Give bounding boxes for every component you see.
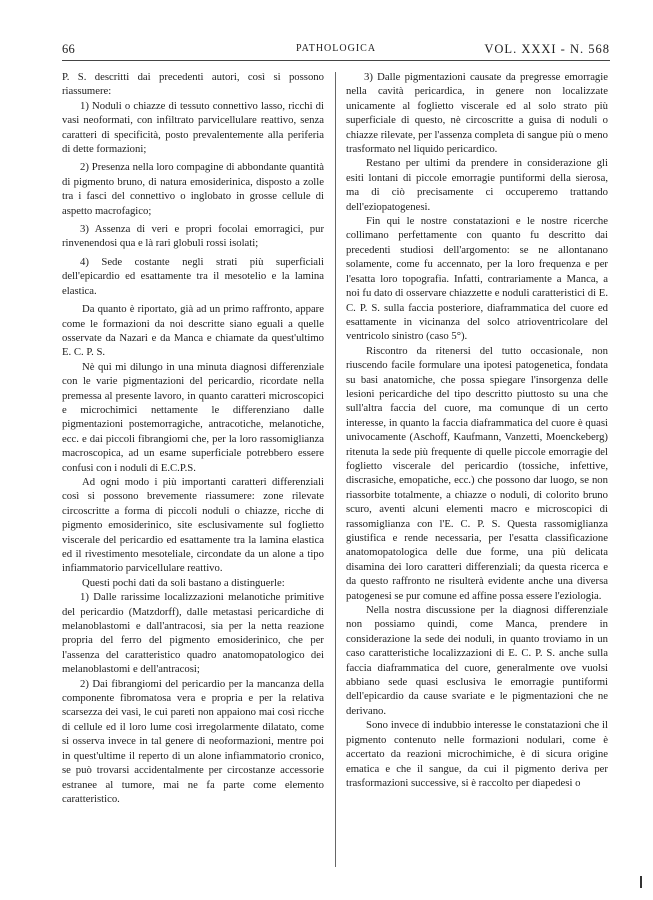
left-column [62, 70, 324, 870]
paragraph: Fin qui le nostre constatazioni e le nostre ricerche collimano perfettamente con quanto fu descritto dai precedenti studiosi dell'argomento: se ne allontanano solamente, come fu accennato, per la loro frequenza e per l'esatta loro topografia. Infatti, contrariamente a Manca, a noi fu dato di osservare chiazzette e noduli caratteristici di E. C. P. S. sulla faccia posteriore, diaframmatica del cuore ed esattamente in vicinanza del solco atrioventricolare del ventricolo sinistro (caso 5°). [346, 215, 608, 343]
list-item: 1) Dalle rarissime localizzazioni melanotiche primitive del pericardio (Matzdorff), dalle metastasi pericardiche di melanoblastomi e dall'antracosi, sia per la netta reazione propria del ferro del pigmento emosiderinico, che per l'assenza del caratteristico quadro anatomopatologico dei melanoblastomi e dell'antracosi; [62, 591, 324, 676]
list-item: 2) Dai fibrangiomi del pericardio per la mancanza della componente fibromatosa vera e propria e per la relativa scarsezza dei vasi, le cui pareti non appaiono mai così ricche di cellule ed il loro lume così irregolarmente dilatato, come si osserva invece in tal genere di neoformazioni, mentre poi in quest'ultime il reperto di un alone infiammatorio cronico, se può trovarsi accidentalmente per circostanze accessorie estranee al tumore, mai ne fa parte come elemento caratteristico. [62, 677, 324, 805]
list-item: 3) Assenza di veri e propri focolai emorragici, pur rinvenendosi qua e là rari globuli rossi isolati; [62, 223, 324, 250]
paragraph: Restano per ultimi da prendere in considerazione gli esiti lontani di piccole emorragie puntiformi della sierosa, ma di ciò precisamente ci occuperemo trattando dell'eziopatogenesi. [346, 157, 608, 213]
list-item: 1) Noduli o chiazze di tessuto connettivo lasso, ricchi di vasi neoformati, con infiltrato parvicellulare reattivo, senza caratteri di specificità, posto prevalentemente alla periferia di dette formazioni; [62, 99, 324, 156]
paragraph: Nè qui mi dilungo in una minuta diagnosi differenziale con le varie pigmentazioni del pericardio, ricordate nella premessa al presente lavoro, in quanto caratteri microscopici e microchimici nettamente le differenziano dalle pigmentazioni postemorragiche, antracotiche, melanotiche, ecc. e dai piccoli fibrangiomi che, per la loro rassomiglianza macroscopica, ad un esame superficiale potrebbero essere confusi con i noduli di E.C.P.S. [62, 360, 324, 474]
paragraph: P. S. descritti dai precedenti autori, così si possono riassumere: [62, 71, 324, 98]
right-column [346, 70, 608, 870]
journal-title: PATHOLOGICA [295, 43, 377, 54]
paragraph: Questi pochi dati da soli bastano a distinguerle: [82, 576, 285, 589]
header-rule [62, 60, 610, 61]
paragraph: Da quanto è riportato, già ad un primo raffronto, appare come le formazioni da noi descritte siano eguali a quelle osservate da Nazari e da Manca e chiamate da quest'ultimo E. C. P. S. [62, 303, 324, 359]
paragraph: Nella nostra discussione per la diagnosi differenziale non possiamo quindi, come Manca, prendere in considerazione la sede dei noduli, in quanto troviamo in un caso caratteristiche localizzazioni di E. C. P. S. anche sulla faccia diaframmatica del cuore, generalmente ove vuolsi abbiano sede quasi esclusiva le emorragie puntiformi dell'epicardio da cause svariate e le pigmentazioni che ne derivano. [346, 604, 608, 717]
volume-number: VOL. XXXI - N. 568 [484, 42, 610, 56]
list-item: 2) Presenza nella loro compagine di abbondante quantità di pigmento bruno, di natura emosiderinica, disposto a zolle tra i fasci del connettivo o inglobato in grosse cellule di aspetto macrofagico; [62, 161, 324, 217]
paragraph: Ad ogni modo i più importanti caratteri differenziali così si possono brevemente riassumere: zone rilevate circoscritte a forma di piccoli noduli o chiazze, ricche di pigmento emosiderinico, site esclusivamente sul foglietto viscerale del pericardio ed esattamente tra la lamina elastica ed il rivestimento mesoteliale, circondate da un alone a tipo infiammatorio parvicellulare reattivo. [62, 475, 324, 575]
list-item: 4) Sede costante negli strati più superficiali dell'epicardio ed esattamente tra il mesotelio e la lamina elastica. [62, 255, 324, 297]
column-separator [335, 72, 336, 867]
list-item: 3) Dalle pigmentazioni causate da pregresse emorragie nella cavità pericardica, in genere non localizzate unicamente al foglietto viscerale ed al solo strato più superficiale di questo, nè circoscritte a guisa di noduli o chiazze rilevate, per l'assenza completa di sangue più o meno trasformato nel liquido pericardico. [346, 71, 608, 156]
paragraph: Sono invece di indubbio interesse le constatazioni che il pigmento contenuto nelle formazioni nodulari, come è accertato da reazioni microchimiche, è di sicura origine ematica e che il sangue, da cui il pigmento deriva per trasformazioni successive, si è raccolto per diapedesi o [346, 719, 608, 789]
paragraph: Riscontro da ritenersi del tutto occasionale, non riuscendo facile formulare una ipotesi patogenetica, fondata su basi anatomiche, che possa spiegare l'insorgenza delle lesioni pericardiche del tipo descritto piuttosto su una che sull'altra faccia del cuore, ma comunque di un certo interesse, in quanto la faccia diaframmatica del cuore è quasi univocamente (Aschoff, Kaufmann, Vanzetti, Moenckeberg) ritenuta la sede più frequente di quelle piccole emorragie del foglietto viscerale del pericardio (tossiche, infettive, discrasiche, emopatiche, ecc.) che possono dar luogo, se non riassorbite totalmente, a chiazze o noduli, di colorito bruno scuro, aventi alcuni elementi macro e microscopici di rassomiglianza con l'E. C. P. S. Questa rassomiglianza giustifica e rende necessaria, per l'esatta classificazione anatomopatologica delle due forme, una più delicata disamina dei loro caratteri differenziali; da questa ricerca e da questo raffronto ne risulterà evidente anche una diversa patogenesi se pur comune ed affine possa essere l'eziologia. [346, 344, 608, 602]
page-header [62, 42, 610, 60]
page-edge-mark [640, 876, 642, 888]
page-number: 66 [62, 42, 76, 56]
